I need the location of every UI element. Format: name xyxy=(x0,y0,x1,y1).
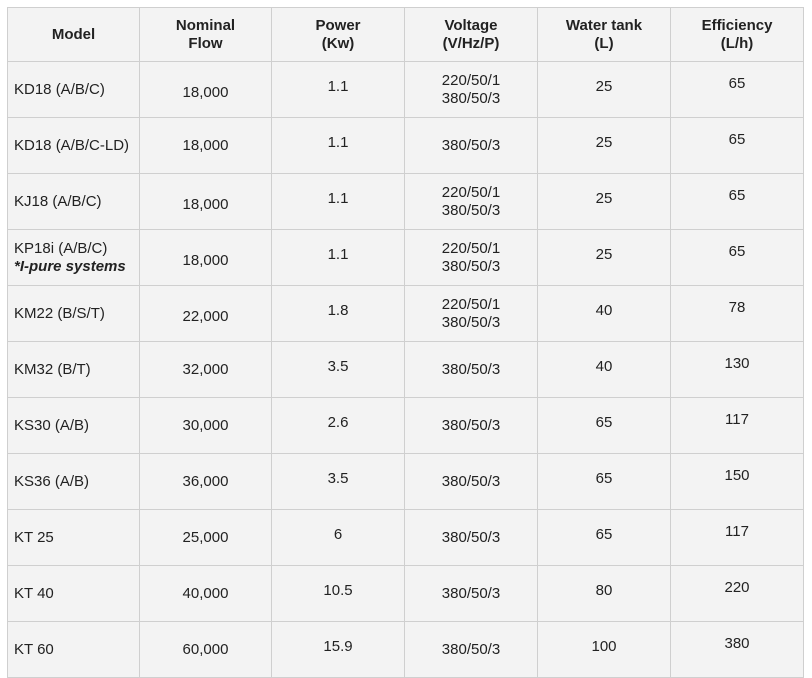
efficiency-value: 117 xyxy=(725,522,749,540)
cell-efficiency xyxy=(671,62,804,118)
model-name: KD18 (A/B/C) xyxy=(14,80,105,98)
cell-efficiency xyxy=(671,174,804,230)
model-name: KJ18 (A/B/C) xyxy=(14,192,102,210)
cell-nominal-flow xyxy=(140,510,272,566)
spec-table xyxy=(7,7,804,678)
table-row xyxy=(8,454,804,510)
cell-power xyxy=(272,510,405,566)
table-row xyxy=(8,118,804,174)
cell-water-tank xyxy=(538,230,671,286)
cell-water-tank xyxy=(538,398,671,454)
nominal-flow-value: 18,000 xyxy=(182,136,229,154)
cell-water-tank xyxy=(538,510,671,566)
header-efficiency: Efficiency (L/h) xyxy=(671,8,804,62)
table-body xyxy=(8,62,804,678)
model-name: KS36 (A/B) xyxy=(14,472,90,490)
cell-voltage xyxy=(405,174,538,230)
water-tank-value: 65 xyxy=(595,525,613,543)
voltage-value: 220/50/1 xyxy=(441,295,501,313)
voltage-value: 220/50/1 xyxy=(441,71,501,89)
water-tank-value: 80 xyxy=(595,581,613,599)
cell-power xyxy=(272,174,405,230)
table-row xyxy=(8,286,804,342)
cell-model xyxy=(8,510,140,566)
power-value: 1.1 xyxy=(327,77,349,95)
cell-power xyxy=(272,566,405,622)
cell-water-tank xyxy=(538,118,671,174)
efficiency-value: 117 xyxy=(725,410,749,428)
cell-power xyxy=(272,286,405,342)
power-value: 1.1 xyxy=(327,133,349,151)
cell-water-tank xyxy=(538,286,671,342)
table-row xyxy=(8,174,804,230)
cell-voltage xyxy=(405,286,538,342)
cell-efficiency xyxy=(671,286,804,342)
cell-model xyxy=(8,62,140,118)
nominal-flow-value: 22,000 xyxy=(182,307,229,325)
cell-efficiency xyxy=(671,398,804,454)
nominal-flow-value: 18,000 xyxy=(182,83,229,101)
cell-power xyxy=(272,118,405,174)
cell-nominal-flow xyxy=(140,118,272,174)
nominal-flow-value: 36,000 xyxy=(182,472,229,490)
efficiency-value: 150 xyxy=(724,466,750,484)
cell-water-tank xyxy=(538,62,671,118)
cell-nominal-flow xyxy=(140,566,272,622)
cell-efficiency xyxy=(671,622,804,678)
cell-model xyxy=(8,174,140,230)
header-water-tank: Water tank (L) xyxy=(538,8,671,62)
header-nominal-flow: Nominal Flow xyxy=(140,8,272,62)
model-name: KT 40 xyxy=(14,584,54,602)
spec-table-container xyxy=(7,7,804,678)
efficiency-value: 380 xyxy=(724,634,750,652)
cell-voltage xyxy=(405,118,538,174)
cell-power xyxy=(272,622,405,678)
voltage-value: 380/50/3 xyxy=(441,584,501,602)
water-tank-value: 25 xyxy=(595,245,613,263)
table-row xyxy=(8,342,804,398)
cell-voltage xyxy=(405,398,538,454)
cell-efficiency xyxy=(671,342,804,398)
cell-model xyxy=(8,342,140,398)
water-tank-value: 100 xyxy=(591,637,617,655)
table-row xyxy=(8,230,804,286)
cell-power xyxy=(272,62,405,118)
water-tank-value: 25 xyxy=(595,133,613,151)
nominal-flow-value: 32,000 xyxy=(182,360,229,378)
cell-nominal-flow xyxy=(140,286,272,342)
cell-voltage xyxy=(405,510,538,566)
cell-water-tank xyxy=(538,566,671,622)
header-voltage: Voltage (V/Hz/P) xyxy=(405,8,538,62)
nominal-flow-value: 18,000 xyxy=(182,251,229,269)
power-value: 10.5 xyxy=(323,581,353,599)
power-value: 1.1 xyxy=(327,189,349,207)
cell-power xyxy=(272,454,405,510)
power-value: 6 xyxy=(333,525,343,543)
cell-model xyxy=(8,398,140,454)
cell-voltage xyxy=(405,342,538,398)
model-note: *I-pure systems xyxy=(14,257,126,275)
power-value: 2.6 xyxy=(327,413,349,431)
cell-model xyxy=(8,286,140,342)
efficiency-value: 65 xyxy=(728,74,746,92)
voltage-value: 380/50/3 xyxy=(441,416,501,434)
cell-nominal-flow xyxy=(140,342,272,398)
cell-voltage xyxy=(405,454,538,510)
voltage-value: 380/50/3 xyxy=(441,89,501,107)
model-name: KT 60 xyxy=(14,640,54,658)
water-tank-value: 25 xyxy=(595,77,613,95)
header-model: Model xyxy=(8,8,140,62)
table-row xyxy=(8,510,804,566)
cell-model xyxy=(8,566,140,622)
model-name: KS30 (A/B) xyxy=(14,416,90,434)
cell-nominal-flow xyxy=(140,62,272,118)
water-tank-value: 65 xyxy=(595,413,613,431)
table-header xyxy=(8,8,804,62)
efficiency-value: 65 xyxy=(728,186,746,204)
cell-power xyxy=(272,342,405,398)
water-tank-value: 40 xyxy=(595,357,613,375)
model-name: KD18 (A/B/C-LD) xyxy=(14,136,130,154)
table-row xyxy=(8,62,804,118)
voltage-value: 380/50/3 xyxy=(441,257,501,275)
model-name: KM22 (B/S/T) xyxy=(14,304,105,322)
model-name: KM32 (B/T) xyxy=(14,360,91,378)
cell-nominal-flow xyxy=(140,454,272,510)
voltage-value: 220/50/1 xyxy=(441,183,501,201)
nominal-flow-value: 40,000 xyxy=(182,584,229,602)
cell-power xyxy=(272,398,405,454)
voltage-value: 380/50/3 xyxy=(441,528,501,546)
cell-nominal-flow xyxy=(140,230,272,286)
cell-voltage xyxy=(405,230,538,286)
voltage-value: 380/50/3 xyxy=(441,313,501,331)
table-row xyxy=(8,398,804,454)
cell-model xyxy=(8,230,140,286)
cell-water-tank xyxy=(538,342,671,398)
power-value: 15.9 xyxy=(323,637,353,655)
voltage-value: 380/50/3 xyxy=(441,201,501,219)
cell-efficiency xyxy=(671,510,804,566)
table-row xyxy=(8,566,804,622)
voltage-value: 380/50/3 xyxy=(441,472,501,490)
power-value: 1.1 xyxy=(327,245,349,263)
nominal-flow-value: 18,000 xyxy=(182,195,229,213)
cell-voltage xyxy=(405,566,538,622)
header-power: Power (Kw) xyxy=(272,8,405,62)
cell-nominal-flow xyxy=(140,398,272,454)
cell-nominal-flow xyxy=(140,622,272,678)
cell-efficiency xyxy=(671,230,804,286)
water-tank-value: 25 xyxy=(595,189,613,207)
nominal-flow-value: 30,000 xyxy=(182,416,229,434)
model-name: KP18i (A/B/C) xyxy=(14,239,108,257)
nominal-flow-value: 60,000 xyxy=(182,640,229,658)
cell-voltage xyxy=(405,62,538,118)
voltage-value: 220/50/1 xyxy=(441,239,501,257)
voltage-value: 380/50/3 xyxy=(441,360,501,378)
nominal-flow-value: 25,000 xyxy=(182,528,229,546)
water-tank-value: 65 xyxy=(595,469,613,487)
voltage-value: 380/50/3 xyxy=(441,136,501,154)
model-name: KT 25 xyxy=(14,528,54,546)
cell-power xyxy=(272,230,405,286)
voltage-value: 380/50/3 xyxy=(441,640,501,658)
water-tank-value: 40 xyxy=(595,301,613,319)
power-value: 3.5 xyxy=(327,469,349,487)
table-row xyxy=(8,622,804,678)
cell-voltage xyxy=(405,622,538,678)
efficiency-value: 65 xyxy=(728,130,746,148)
cell-efficiency xyxy=(671,566,804,622)
cell-model xyxy=(8,454,140,510)
cell-model xyxy=(8,118,140,174)
cell-water-tank xyxy=(538,454,671,510)
power-value: 1.8 xyxy=(327,301,349,319)
cell-water-tank xyxy=(538,622,671,678)
power-value: 3.5 xyxy=(327,357,349,375)
cell-efficiency xyxy=(671,454,804,510)
efficiency-value: 130 xyxy=(724,354,750,372)
cell-model xyxy=(8,622,140,678)
cell-nominal-flow xyxy=(140,174,272,230)
cell-water-tank xyxy=(538,174,671,230)
efficiency-value: 78 xyxy=(728,298,746,316)
header-row xyxy=(8,8,804,62)
efficiency-value: 65 xyxy=(728,242,746,260)
cell-efficiency xyxy=(671,118,804,174)
efficiency-value: 220 xyxy=(724,578,750,596)
